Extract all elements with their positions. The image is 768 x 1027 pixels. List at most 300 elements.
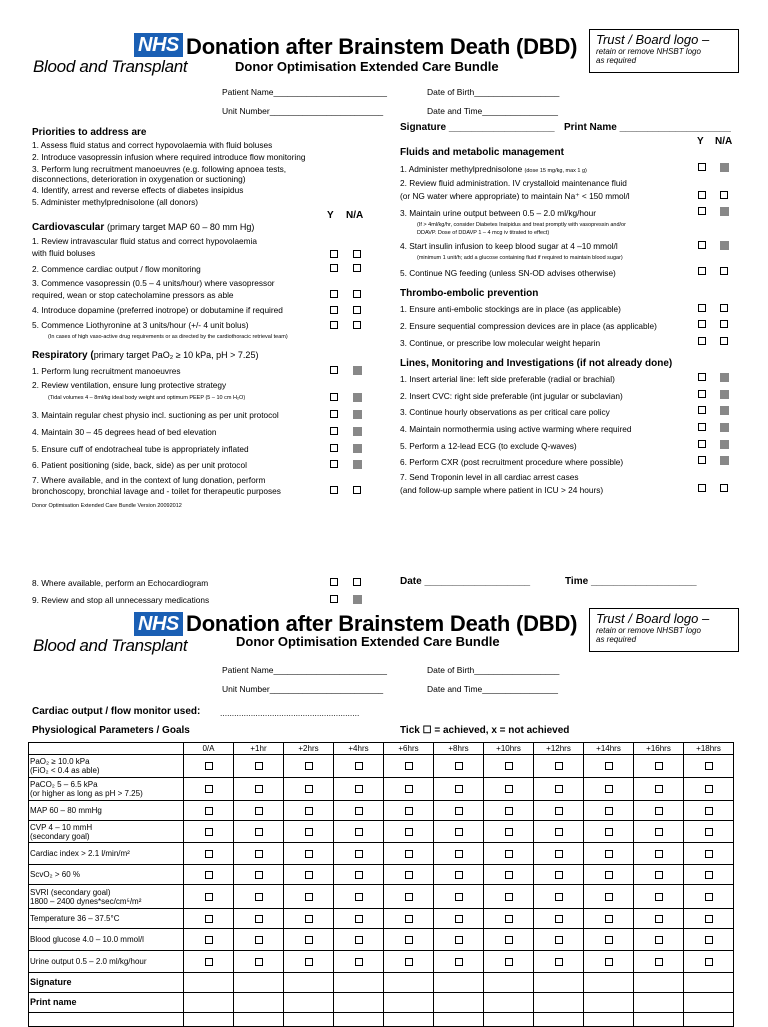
checkbox-na[interactable] (353, 578, 361, 586)
goal-checkbox[interactable] (355, 893, 363, 901)
goal-checkbox[interactable] (405, 785, 413, 793)
goal-cell (384, 801, 434, 821)
checkbox-yes[interactable] (698, 191, 706, 199)
goal-label-line: (FiO₂ < 0.4 as able) (30, 766, 100, 775)
fluids-item: 4. Start insulin infusion to keep blood sugar at 4 –10 mmol/l (400, 241, 618, 251)
goal-checkbox[interactable] (205, 828, 213, 836)
goal-cell (534, 865, 584, 885)
goal-checkbox[interactable] (555, 893, 563, 901)
column-header: +4hrs (334, 743, 384, 755)
checkbox-yes[interactable] (698, 456, 706, 464)
goal-checkbox[interactable] (255, 958, 263, 966)
goal-cell (484, 909, 534, 929)
goal-checkbox[interactable] (255, 871, 263, 879)
checkbox-yes[interactable] (330, 427, 338, 435)
trust-logo-title: Trust / Board logo – (596, 32, 710, 47)
goal-cell (234, 909, 284, 929)
goal-checkbox[interactable] (305, 871, 313, 879)
goal-checkbox[interactable] (605, 958, 613, 966)
goal-checkbox[interactable] (505, 785, 513, 793)
blank-cell (234, 1013, 284, 1027)
goal-cell (234, 843, 284, 865)
goal-checkbox[interactable] (505, 850, 513, 858)
goal-checkbox[interactable] (405, 828, 413, 836)
goal-checkbox[interactable] (405, 871, 413, 879)
unit-number-field[interactable]: Unit Number________________________ (222, 106, 384, 116)
org-name: Blood and Transplant (33, 636, 188, 655)
checkbox-yes[interactable] (330, 321, 338, 329)
goal-cell (334, 821, 384, 843)
goal-checkbox[interactable] (355, 807, 363, 815)
column-header: +16hrs (634, 743, 684, 755)
checkbox-yes[interactable] (330, 366, 338, 374)
goal-checkbox[interactable] (605, 807, 613, 815)
checkbox-yes[interactable] (330, 444, 338, 452)
goal-cell (534, 929, 584, 951)
goal-checkbox[interactable] (455, 850, 463, 858)
goal-cell (534, 821, 584, 843)
print-name-row (29, 993, 734, 1013)
print-name-cell[interactable] (434, 993, 484, 1013)
signature-cell[interactable] (484, 973, 534, 993)
goal-checkbox[interactable] (205, 936, 213, 944)
goal-checkbox[interactable] (305, 915, 313, 923)
yes-column-label: Y (327, 210, 334, 221)
goal-cell (584, 755, 634, 778)
blank-cell (434, 1013, 484, 1027)
print-name-field[interactable]: Print Name ____________________ (564, 122, 731, 133)
goal-cell (484, 821, 534, 843)
checkbox-yes[interactable] (330, 393, 338, 401)
goal-cell (284, 778, 334, 801)
goal-checkbox[interactable] (305, 958, 313, 966)
goal-checkbox[interactable] (405, 850, 413, 858)
date-field[interactable]: Date ___________________ (400, 576, 531, 587)
goal-cell (434, 865, 484, 885)
goal-checkbox[interactable] (705, 915, 713, 923)
goal-checkbox[interactable] (455, 828, 463, 836)
goal-checkbox[interactable] (505, 828, 513, 836)
checkbox-na[interactable] (720, 484, 728, 492)
goal-checkbox[interactable] (655, 807, 663, 815)
column-header: 0/A (184, 743, 234, 755)
goal-checkbox[interactable] (255, 828, 263, 836)
goal-checkbox[interactable] (455, 915, 463, 923)
goal-cell (584, 951, 634, 973)
goal-checkbox[interactable] (455, 893, 463, 901)
checkbox-na[interactable] (353, 321, 361, 329)
goal-checkbox[interactable] (555, 871, 563, 879)
checkbox-na[interactable] (720, 191, 728, 199)
table-row (29, 865, 734, 885)
goal-checkbox[interactable] (405, 958, 413, 966)
goal-label (29, 951, 184, 973)
goal-cell (184, 843, 234, 865)
column-header: +1hr (234, 743, 284, 755)
goal-checkbox[interactable] (305, 936, 313, 944)
column-header: +10hrs (484, 743, 534, 755)
goal-checkbox[interactable] (605, 936, 613, 944)
goal-cell (684, 843, 734, 865)
checkbox-yes[interactable] (330, 595, 338, 603)
checkbox-yes[interactable] (698, 484, 706, 492)
cardio-heading: Cardiovascular (primary target MAP 60 – 80 mm Hg) (32, 222, 255, 233)
goal-cell (184, 929, 234, 951)
patient-name-field[interactable]: Patient Name________________________ (222, 87, 387, 97)
goal-checkbox[interactable] (205, 850, 213, 858)
goal-checkbox[interactable] (655, 762, 663, 770)
trust-logo-box (589, 608, 739, 652)
goal-cell (284, 755, 334, 778)
fluids-item: 3. Maintain urine output between 0.5 – 2.0 ml/kg/hour (400, 208, 597, 218)
checkbox-yes[interactable] (698, 406, 706, 414)
dob-field[interactable]: Date of Birth__________________ (427, 87, 560, 97)
goal-checkbox[interactable] (355, 871, 363, 879)
goal-checkbox[interactable] (205, 785, 213, 793)
goal-cell (384, 885, 434, 909)
thrombo-item: 2. Ensure sequential compression devices are in place (as applicable) (400, 321, 657, 331)
column-header: +6hrs (384, 743, 434, 755)
goal-checkbox[interactable] (555, 936, 563, 944)
goal-checkbox[interactable] (655, 958, 663, 966)
goal-checkbox[interactable] (705, 936, 713, 944)
goal-checkbox[interactable] (555, 915, 563, 923)
goal-cell (434, 801, 484, 821)
goal-cell (684, 865, 734, 885)
checkbox-yes[interactable] (698, 373, 706, 381)
goal-checkbox[interactable] (205, 871, 213, 879)
lines-item: 3. Continue hourly observations as per critical care policy (400, 407, 610, 417)
lines-item: 5. Perform a 12-lead ECG (to exclude Q-waves) (400, 441, 577, 451)
goal-checkbox[interactable] (555, 850, 563, 858)
checkbox-yes[interactable] (698, 267, 706, 275)
goal-cell (534, 885, 584, 909)
print-name-cell[interactable] (334, 993, 384, 1013)
goal-checkbox[interactable] (205, 893, 213, 901)
goal-checkbox[interactable] (505, 807, 513, 815)
goal-cell (634, 755, 684, 778)
goal-checkbox[interactable] (505, 915, 513, 923)
unit-number-field[interactable]: Unit Number________________________ (222, 684, 384, 694)
goal-checkbox[interactable] (255, 893, 263, 901)
goal-checkbox[interactable] (705, 807, 713, 815)
goal-checkbox[interactable] (405, 936, 413, 944)
goal-checkbox[interactable] (355, 936, 363, 944)
goal-checkbox[interactable] (655, 871, 663, 879)
page-subtitle: Donor Optimisation Extended Care Bundle (235, 59, 499, 74)
print-name-cell[interactable] (484, 993, 534, 1013)
column-header: +12hrs (534, 743, 584, 755)
signature-cell[interactable] (234, 973, 284, 993)
goal-checkbox[interactable] (355, 958, 363, 966)
cardio-item: required, wean or stop catecholamine pressors as able (32, 290, 234, 300)
goal-checkbox[interactable] (555, 828, 563, 836)
checkbox-yes[interactable] (330, 250, 338, 258)
print-name-cell[interactable] (184, 993, 234, 1013)
goals-table (28, 742, 734, 1027)
checkbox-na[interactable] (353, 290, 361, 298)
signature-cell[interactable] (184, 973, 234, 993)
cardio-item: 3. Commence vasopressin (0.5 – 4 units/hour) where vasopressor (32, 278, 275, 288)
checkbox-yes[interactable] (698, 390, 706, 398)
blank-cell (384, 1013, 434, 1027)
checkbox-na[interactable] (353, 486, 361, 494)
print-name-cell[interactable] (284, 993, 334, 1013)
checkbox-na[interactable] (353, 306, 361, 314)
goal-checkbox[interactable] (405, 915, 413, 923)
page-subtitle: Donor Optimisation Extended Care Bundle (236, 634, 500, 649)
goal-cell (534, 843, 584, 865)
checkbox-yes[interactable] (330, 460, 338, 468)
goal-checkbox[interactable] (205, 807, 213, 815)
goal-label (29, 843, 184, 865)
goal-label-line: Urine output 0.5 – 2.0 ml/kg/hour (30, 957, 147, 966)
lines-item: (and follow-up sample where patient in ICU > 24 hours) (400, 485, 604, 495)
goal-cell (584, 801, 634, 821)
goal-checkbox[interactable] (655, 936, 663, 944)
print-name-cell[interactable] (684, 993, 734, 1013)
dob-field[interactable]: Date of Birth__________________ (427, 665, 560, 675)
goal-checkbox[interactable] (355, 785, 363, 793)
goal-checkbox[interactable] (555, 807, 563, 815)
signature-cell[interactable] (334, 973, 384, 993)
time-field[interactable]: Time ___________________ (565, 576, 697, 587)
goal-checkbox[interactable] (405, 893, 413, 901)
goal-checkbox[interactable] (255, 915, 263, 923)
cardiac-output-input[interactable]: ........................................................... (220, 708, 360, 718)
checkbox-yes[interactable] (698, 304, 706, 312)
goal-checkbox[interactable] (705, 871, 713, 879)
goal-checkbox[interactable] (455, 958, 463, 966)
checkbox-yes[interactable] (698, 163, 706, 171)
table-row (29, 755, 734, 778)
checkbox-yes[interactable] (698, 440, 706, 448)
signature-row-label: Signature (29, 973, 184, 993)
extra-item: 9. Review and stop all unnecessary medications (32, 595, 210, 605)
goal-checkbox[interactable] (705, 762, 713, 770)
goal-cell (334, 951, 384, 973)
signature-cell[interactable] (534, 973, 584, 993)
goal-checkbox[interactable] (505, 871, 513, 879)
goal-checkbox[interactable] (705, 828, 713, 836)
goal-checkbox[interactable] (605, 915, 613, 923)
goal-checkbox[interactable] (255, 850, 263, 858)
na-disabled (720, 373, 729, 382)
goal-label-line: SVRI (secondary goal) (30, 887, 111, 897)
goal-checkbox[interactable] (305, 762, 313, 770)
goal-checkbox[interactable] (455, 762, 463, 770)
print-name-cell[interactable] (534, 993, 584, 1013)
goal-checkbox[interactable] (405, 762, 413, 770)
goal-checkbox[interactable] (455, 785, 463, 793)
checkbox-na[interactable] (720, 304, 728, 312)
na-disabled (720, 163, 729, 172)
checkbox-yes[interactable] (698, 337, 706, 345)
goal-checkbox[interactable] (455, 807, 463, 815)
na-disabled (353, 460, 362, 469)
goal-cell (234, 865, 284, 885)
signature-cell[interactable] (634, 973, 684, 993)
goal-checkbox[interactable] (205, 762, 213, 770)
goal-checkbox[interactable] (655, 828, 663, 836)
cardio-item: 2. Commence cardiac output / flow monitoring (32, 264, 201, 274)
goal-checkbox[interactable] (605, 850, 613, 858)
signature-field[interactable]: Signature ___________________ (400, 122, 555, 133)
checkbox-yes[interactable] (330, 290, 338, 298)
checkbox-yes[interactable] (330, 306, 338, 314)
cardio-item: 1. Review intravascular fluid status and correct hypovolaemia (32, 236, 258, 246)
goal-cell (584, 843, 634, 865)
goal-checkbox[interactable] (355, 762, 363, 770)
trust-logo-title: Trust / Board logo – (596, 611, 710, 626)
print-name-cell[interactable] (384, 993, 434, 1013)
goal-checkbox[interactable] (555, 785, 563, 793)
goal-checkbox[interactable] (255, 807, 263, 815)
goal-label-line: MAP 60 – 80 mmHg (30, 806, 102, 815)
nhs-logo: NHS (134, 33, 183, 57)
patient-name-field[interactable]: Patient Name________________________ (222, 665, 387, 675)
checkbox-na[interactable] (720, 337, 728, 345)
checkbox-yes[interactable] (698, 320, 706, 328)
goal-checkbox[interactable] (605, 828, 613, 836)
date-time-field[interactable]: Date and Time________________ (427, 684, 558, 694)
print-name-cell[interactable] (584, 993, 634, 1013)
signature-cell[interactable] (284, 973, 334, 993)
goal-checkbox[interactable] (655, 850, 663, 858)
checkbox-yes[interactable] (330, 264, 338, 272)
goal-cell (534, 909, 584, 929)
goal-checkbox[interactable] (305, 850, 313, 858)
goal-cell (584, 865, 634, 885)
goal-checkbox[interactable] (605, 893, 613, 901)
goal-checkbox[interactable] (505, 893, 513, 901)
goal-checkbox[interactable] (655, 893, 663, 901)
goal-checkbox[interactable] (705, 785, 713, 793)
goal-checkbox[interactable] (605, 762, 613, 770)
goal-cell (634, 778, 684, 801)
goal-checkbox[interactable] (705, 850, 713, 858)
goal-checkbox[interactable] (605, 871, 613, 879)
na-disabled (720, 207, 729, 216)
fluids-item: 5. Continue NG feeding (unless SN-OD advises otherwise) (400, 268, 616, 278)
goal-checkbox[interactable] (305, 807, 313, 815)
goal-cell (334, 843, 384, 865)
signature-cell[interactable] (584, 973, 634, 993)
goal-checkbox[interactable] (555, 762, 563, 770)
goal-checkbox[interactable] (605, 785, 613, 793)
goal-label-line: 1800 – 2400 dynes*sec/cm⁵/m² (30, 896, 142, 906)
goal-checkbox[interactable] (255, 936, 263, 944)
print-name-cell[interactable] (634, 993, 684, 1013)
goal-checkbox[interactable] (205, 958, 213, 966)
goal-checkbox[interactable] (655, 915, 663, 923)
goal-cell (234, 778, 284, 801)
goal-cell (234, 929, 284, 951)
checkbox-na[interactable] (720, 320, 728, 328)
goal-checkbox[interactable] (455, 936, 463, 944)
checkbox-yes[interactable] (698, 423, 706, 431)
date-time-field[interactable]: Date and Time________________ (427, 106, 558, 116)
goal-cell (184, 909, 234, 929)
goal-cell (634, 951, 684, 973)
goal-checkbox[interactable] (305, 828, 313, 836)
goal-checkbox[interactable] (355, 850, 363, 858)
goal-cell (184, 951, 234, 973)
table-row (29, 951, 734, 973)
checkbox-yes[interactable] (330, 486, 338, 494)
goal-label-line: ScvO₂ > 60 % (30, 870, 81, 879)
checkbox-na[interactable] (353, 264, 361, 272)
goal-checkbox[interactable] (255, 785, 263, 793)
goal-cell (434, 778, 484, 801)
goal-cell (634, 843, 684, 865)
goal-checkbox[interactable] (355, 828, 363, 836)
checkbox-yes[interactable] (698, 241, 706, 249)
goal-checkbox[interactable] (705, 893, 713, 901)
checkbox-na[interactable] (353, 250, 361, 258)
goal-checkbox[interactable] (305, 893, 313, 901)
goal-checkbox[interactable] (655, 785, 663, 793)
goal-cell (334, 929, 384, 951)
goal-checkbox[interactable] (305, 785, 313, 793)
blank-row (29, 1013, 734, 1027)
goal-cell (184, 865, 234, 885)
blank-cell (634, 1013, 684, 1027)
goal-checkbox[interactable] (705, 958, 713, 966)
checkbox-na[interactable] (720, 267, 728, 275)
table-row (29, 801, 734, 821)
checkbox-yes[interactable] (698, 207, 706, 215)
goal-checkbox[interactable] (505, 762, 513, 770)
table-row (29, 778, 734, 801)
goal-label (29, 909, 184, 929)
table-row (29, 929, 734, 951)
blank-cell (184, 1013, 234, 1027)
goal-checkbox[interactable] (255, 762, 263, 770)
checkbox-yes[interactable] (330, 578, 338, 586)
blank-cell (684, 1013, 734, 1027)
page-title: Donation after Brainstem Death (DBD) (186, 34, 578, 59)
signature-row (29, 973, 734, 993)
goal-cell (284, 951, 334, 973)
goal-checkbox[interactable] (355, 915, 363, 923)
goal-cell (384, 929, 434, 951)
goal-checkbox[interactable] (405, 807, 413, 815)
print-name-cell[interactable] (234, 993, 284, 1013)
goal-checkbox[interactable] (555, 958, 563, 966)
goal-checkbox[interactable] (455, 871, 463, 879)
goal-checkbox[interactable] (505, 936, 513, 944)
priority-item: disconnections, deterioration in oxygenation or suctioning) (32, 174, 246, 184)
goal-label-line: PaCO₂ 5 – 6.5 kPa (30, 780, 98, 789)
tick-legend: Tick ☐ = achieved, x = not achieved (400, 725, 570, 736)
goal-cell (634, 929, 684, 951)
goal-label-line: (or higher as long as pH > 7.25) (30, 789, 143, 798)
signature-cell[interactable] (684, 973, 734, 993)
checkbox-yes[interactable] (330, 410, 338, 418)
goal-cell (484, 801, 534, 821)
goal-cell (584, 821, 634, 843)
resp-item: 2. Review ventilation, ensure lung protective strategy (32, 380, 227, 390)
lines-item: 4. Maintain normothermia using active warming where required (400, 424, 632, 434)
goal-cell (384, 865, 434, 885)
goal-checkbox[interactable] (505, 958, 513, 966)
signature-cell[interactable] (384, 973, 434, 993)
goal-checkbox[interactable] (205, 915, 213, 923)
fluids-item: 1. Administer methylprednisolone (dose 15 mg/kg, max 1 g) (400, 164, 587, 174)
goal-cell (684, 929, 734, 951)
signature-cell[interactable] (434, 973, 484, 993)
